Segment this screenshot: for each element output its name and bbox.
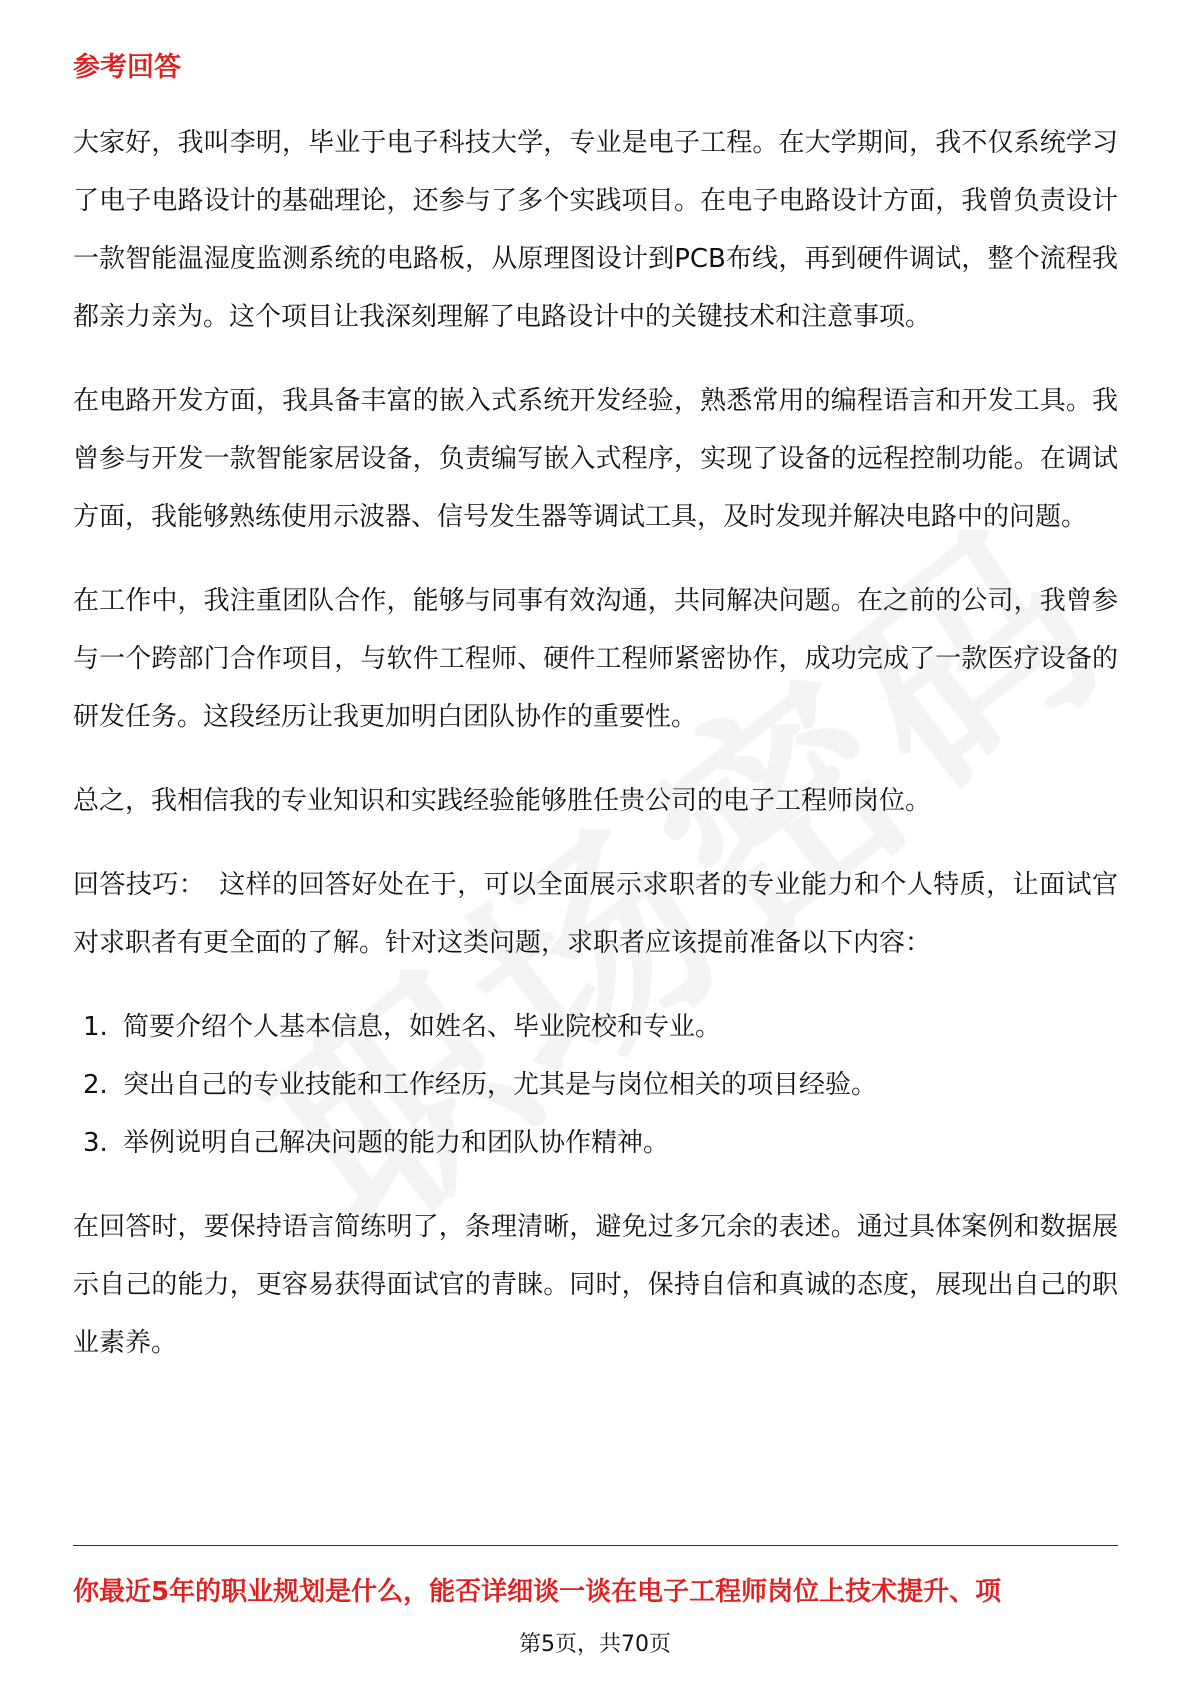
- tips-text: 这样的回答好处在于，可以全面展示求职者的专业能力和个人特质，让面试官对求职者有更全面的了解。针对这类问题，求职者应该提前准备以下内容：: [73, 870, 1118, 958]
- tips-label: 回答技巧：: [73, 870, 206, 900]
- tips-list: [73, 998, 1118, 1172]
- list-item-text: 简要介绍个人基本信息，如姓名、毕业院校和专业。: [123, 1012, 722, 1042]
- list-item-number: 2.: [83, 1070, 108, 1100]
- list-item-text: 突出自己的专业技能和工作经历，尤其是与岗位相关的项目经验。: [123, 1070, 878, 1100]
- list-item-number: 3.: [83, 1128, 108, 1158]
- answer-paragraph-3: 在工作中，我注重团队合作，能够与同事有效沟通，共同解决问题。在之前的公司，我曾参与一个跨部门合作项目，与软件工程师、硬件工程师紧密协作，成功完成了一款医疗设备的研发任务。这段经历让我更加明白团队协作的重要性。: [73, 586, 1118, 732]
- list-item: [73, 1114, 1118, 1172]
- answer-paragraph-2: 在电路开发方面，我具备丰富的嵌入式系统开发经验，熟悉常用的编程语言和开发工具。我曾参与开发一款智能家居设备，负责编写嵌入式程序，实现了设备的远程控制功能。在调试方面，我能够熟练使用示波器、信号发生器等调试工具，及时发现并解决电路中的问题。: [73, 386, 1118, 532]
- answer-paragraph-1: 大家好，我叫李明，毕业于电子科技大学，专业是电子工程。在大学期间，我不仅系统学习了电子电路设计的基础理论，还参与了多个实践项目。在电子电路设计方面，我曾负责设计一款智能温湿度监测系统的电路板，从原理图设计到PCB布线，再到硬件调试，整个流程我都亲力亲为。这个项目让我深刻理解了电路设计中的关键技术和注意事项。: [73, 128, 1118, 332]
- section-divider: [73, 1545, 1118, 1546]
- list-item: [73, 1056, 1118, 1114]
- closing-paragraph: 在回答时，要保持语言简练明了，条理清晰，避免过多冗余的表述。通过具体案例和数据展示自己的能力，更容易获得面试官的青睐。同时，保持自信和真诚的态度，展现出自己的职业素养。: [73, 1212, 1118, 1358]
- tips-paragraph: [73, 856, 1118, 972]
- list-item-number: 1.: [83, 1012, 108, 1042]
- answer-paragraph-4: 总之，我相信我的专业知识和实践经验能够胜任贵公司的电子工程师岗位。: [73, 786, 932, 816]
- page-content: [73, 48, 1118, 1398]
- list-item: [73, 998, 1118, 1056]
- list-item-text: 举例说明自己解决问题的能力和团队协作精神。: [123, 1128, 670, 1158]
- next-question-heading: 你最近5年的职业规划是什么，能否详细谈一谈在电子工程师岗位上技术提升、项: [73, 1577, 1002, 1607]
- section-title: 参考回答: [73, 52, 181, 83]
- page-number: 第5页，共70页: [519, 1632, 671, 1657]
